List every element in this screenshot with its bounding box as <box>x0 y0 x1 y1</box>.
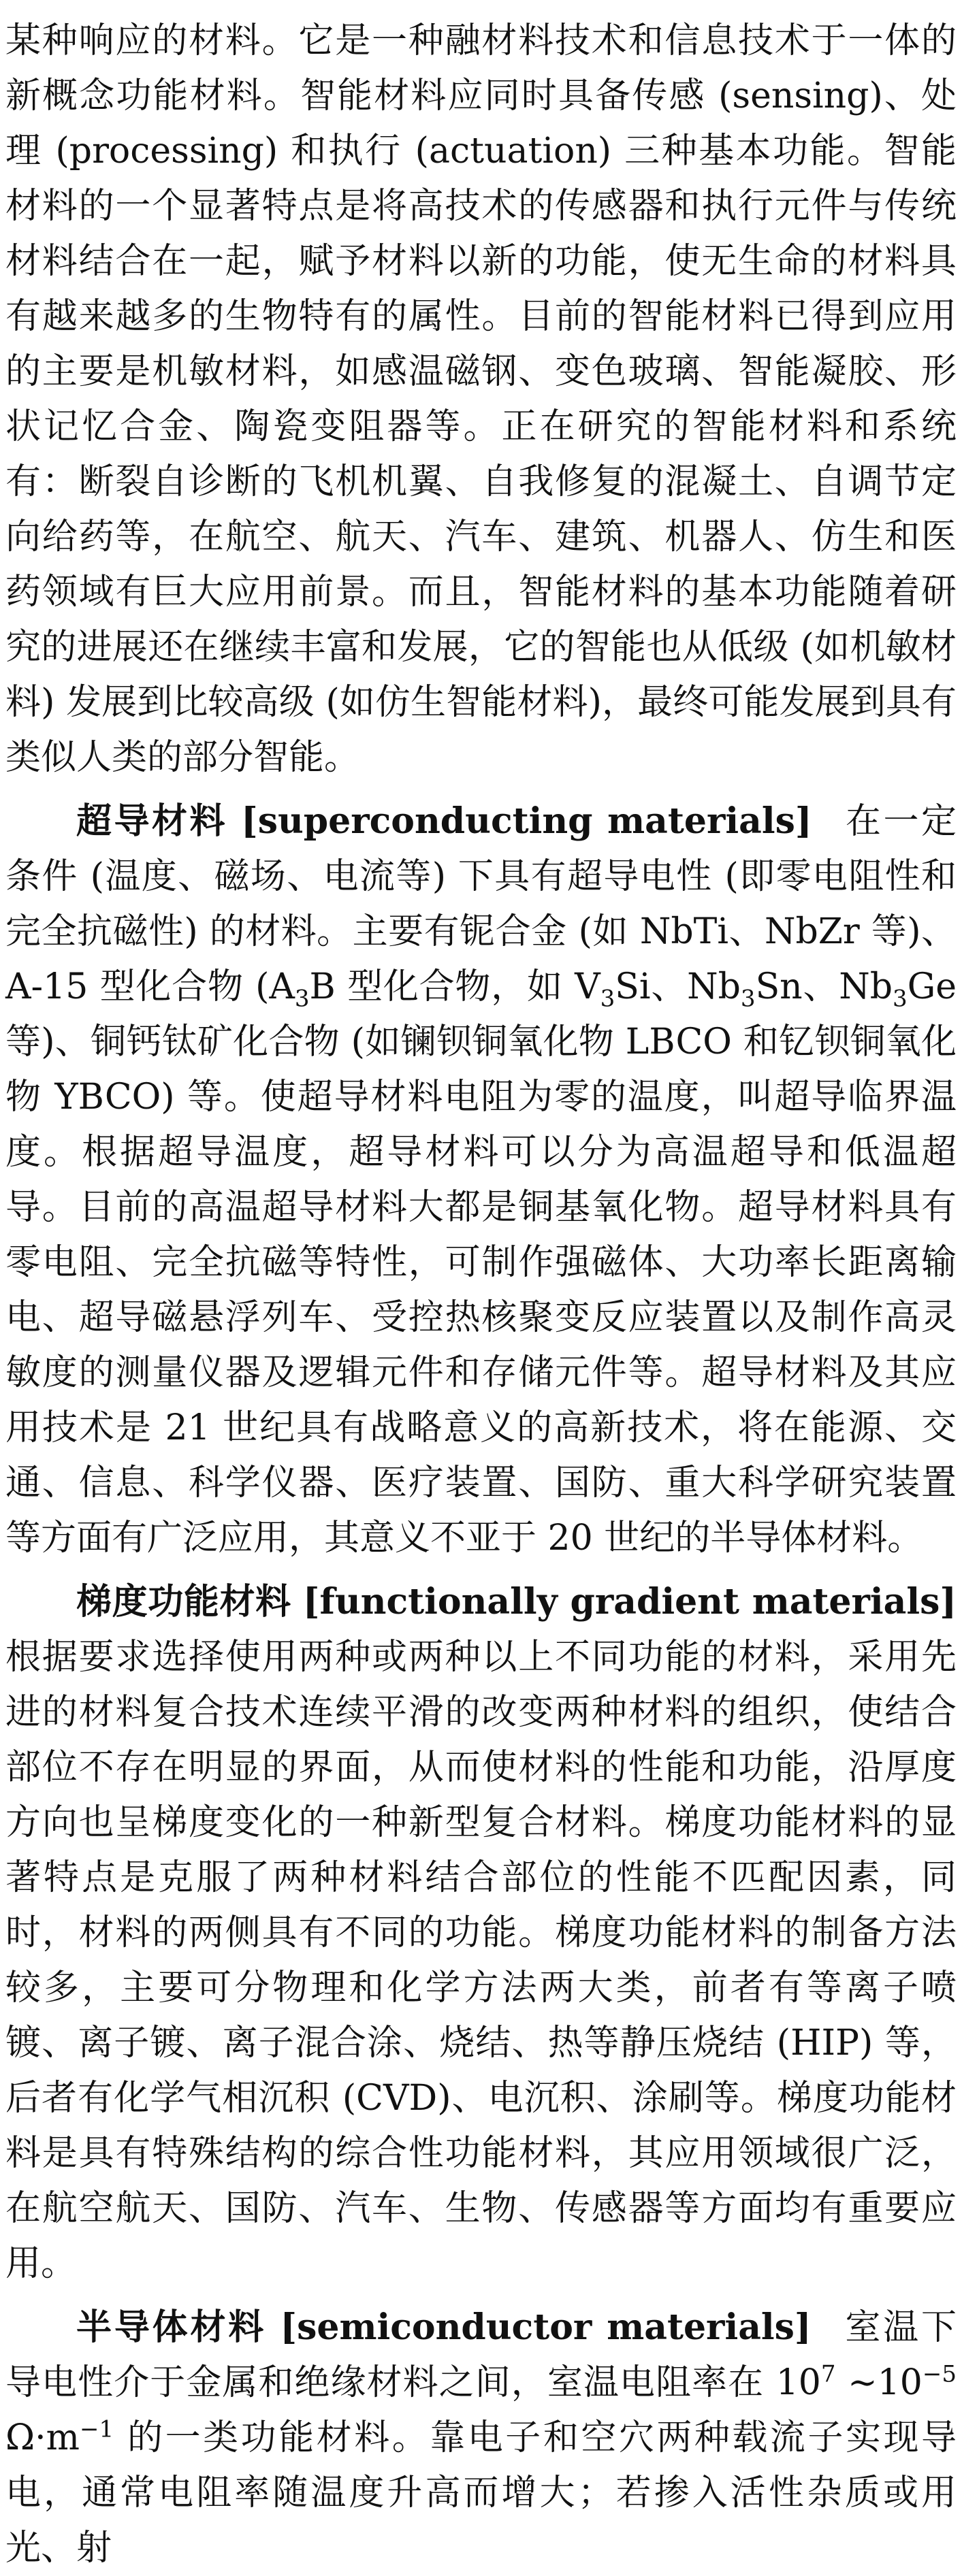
term-chinese: 梯度功能材料 <box>76 1582 291 1623</box>
paragraph-text: B 型化合物，如 V <box>309 966 600 1007</box>
term-english: [semiconductor materials] <box>280 2306 812 2348</box>
superscript: −5 <box>922 2360 957 2388</box>
paragraph-text: 根据要求选择使用两种或两种以上不同功能的材料，采用先进的材料复合技术连续平滑的改变两种材料的组织，使结合部位不存在明显的界面，从而使材料的性能和功能，沿厚度方向也呈梯度变化的一种新型复合材料。梯度功能材料的显著特点是克服了两种材料结合部位的性能不匹配因素，同时，材料的两侧具有不同的功能。梯度功能材料的制备方法较多，主要可分物理和化学方法两大类，前者有等离子喷镀、离子镀、离子混合涂、烧结、热等静压烧结 (HIP) 等，后者有化学气相沉积 (CVD)、电沉积、涂刷等。梯度功能材料是具有特殊结构的综合性功能材料，其应用领域很广泛，在航空航天、国防、汽车、生物、传感器等方面均有重要应用。 <box>5 1637 957 2284</box>
entry-superconducting-materials <box>5 794 957 1566</box>
entry-functionally-gradient-materials <box>5 1574 957 2292</box>
term-english: [functionally gradient materials] <box>302 1581 957 1623</box>
subscript: 3 <box>740 985 756 1013</box>
subscript: 3 <box>294 985 310 1013</box>
paragraph <box>5 794 957 1566</box>
entry-smart-materials-continuation <box>5 14 957 785</box>
term-english: [superconducting materials] <box>241 800 812 842</box>
paragraph-text: 的一类功能材料。靠电子和空穴两种载流子实现导电，通常电阻率随温度升高而增大；若掺入活性杂质或用光、射 <box>5 2417 957 2569</box>
paragraph-text: Sn、Nb <box>755 966 893 1007</box>
subscript: 3 <box>600 985 615 1013</box>
paragraph-text: Ge 等)、铜钙钛矿化合物 (如镧钡铜氧化物 LBCO 和钇钡铜氧化物 YBCO) 等。使超导材料电阻为零的温度，叫超导临界温度。根据超导温度，超导材料可以分为高温超导和低温超导。目前的高温超导材料大都是铜基氧化物。超导材料具有零电阻、完全抗磁等特性，可制作强磁体、大功率长距离输电、超导磁悬浮列车、受控热核聚变反应装置以及制作高灵敏度的测量仪器及逻辑元件和存储元件等。超导材料及其应用技术是 21 世纪具有战略意义的高新技术，将在能源、交通、信息、科学仪器、医疗装置、国防、重大科学研究装置等方面有广泛应用，其意义不亚于 20 世纪的半导体材料。 <box>5 966 957 1559</box>
entry-semiconductor-materials <box>5 2300 957 2576</box>
superscript: −1 <box>79 2415 114 2443</box>
paragraph-text: 在一定条件 (温度、磁场、电流等) 下具有超导电性 (即零电阻性和完全抗磁性) 的材料。主要有铌合金 (如 NbTi、NbZr 等)、A-15 型化合物 (A <box>5 801 957 1007</box>
paragraph <box>5 1574 957 2292</box>
paragraph-text: ∼10 <box>835 2362 923 2403</box>
paragraph-text: 某种响应的材料。它是一种融材料技术和信息技术于一体的新概念功能材料。智能材料应同时具备传感 (sensing)、处理 (processing) 和执行 (actuation) 三种基本功能。智能材料的一个显著特点是将高技术的传感器和执行元件与传统材料结合在一起，赋予材料以新的功能，使无生命的材料具有越来越多的生物特有的属性。目前的智能材料已得到应用的主要是机敏材料，如感温磁钢、变色玻璃、智能凝胶、形状记忆合金、陶瓷变阻器等。正在研究的智能材料和系统有：断裂自诊断的飞机机翼、自我修复的混凝土、自调节定向给药等，在航空、航天、汽车、建筑、机器人、仿生和医药领域有巨大应用前景。而且，智能材料的基本功能随着研究的进展还在继续丰富和发展，它的智能也从低级 (如机敏材料) 发展到比较高级 (如仿生智能材料)，最终可能发展到具有类似人类的部分智能。 <box>5 20 957 778</box>
term-chinese: 超导材料 <box>76 801 228 842</box>
paragraph <box>5 2300 957 2576</box>
term-chinese: 半导体材料 <box>76 2307 267 2348</box>
superscript: 7 <box>820 2360 836 2388</box>
paragraph-text: 室温下导电性介于金属和绝缘材料之间，室温电阻率在 10 <box>5 2307 957 2403</box>
paragraph-text: Si、Nb <box>615 966 741 1007</box>
subscript: 3 <box>893 985 908 1013</box>
paragraph-text: Ω·m <box>5 2417 80 2458</box>
paragraph <box>5 14 957 785</box>
